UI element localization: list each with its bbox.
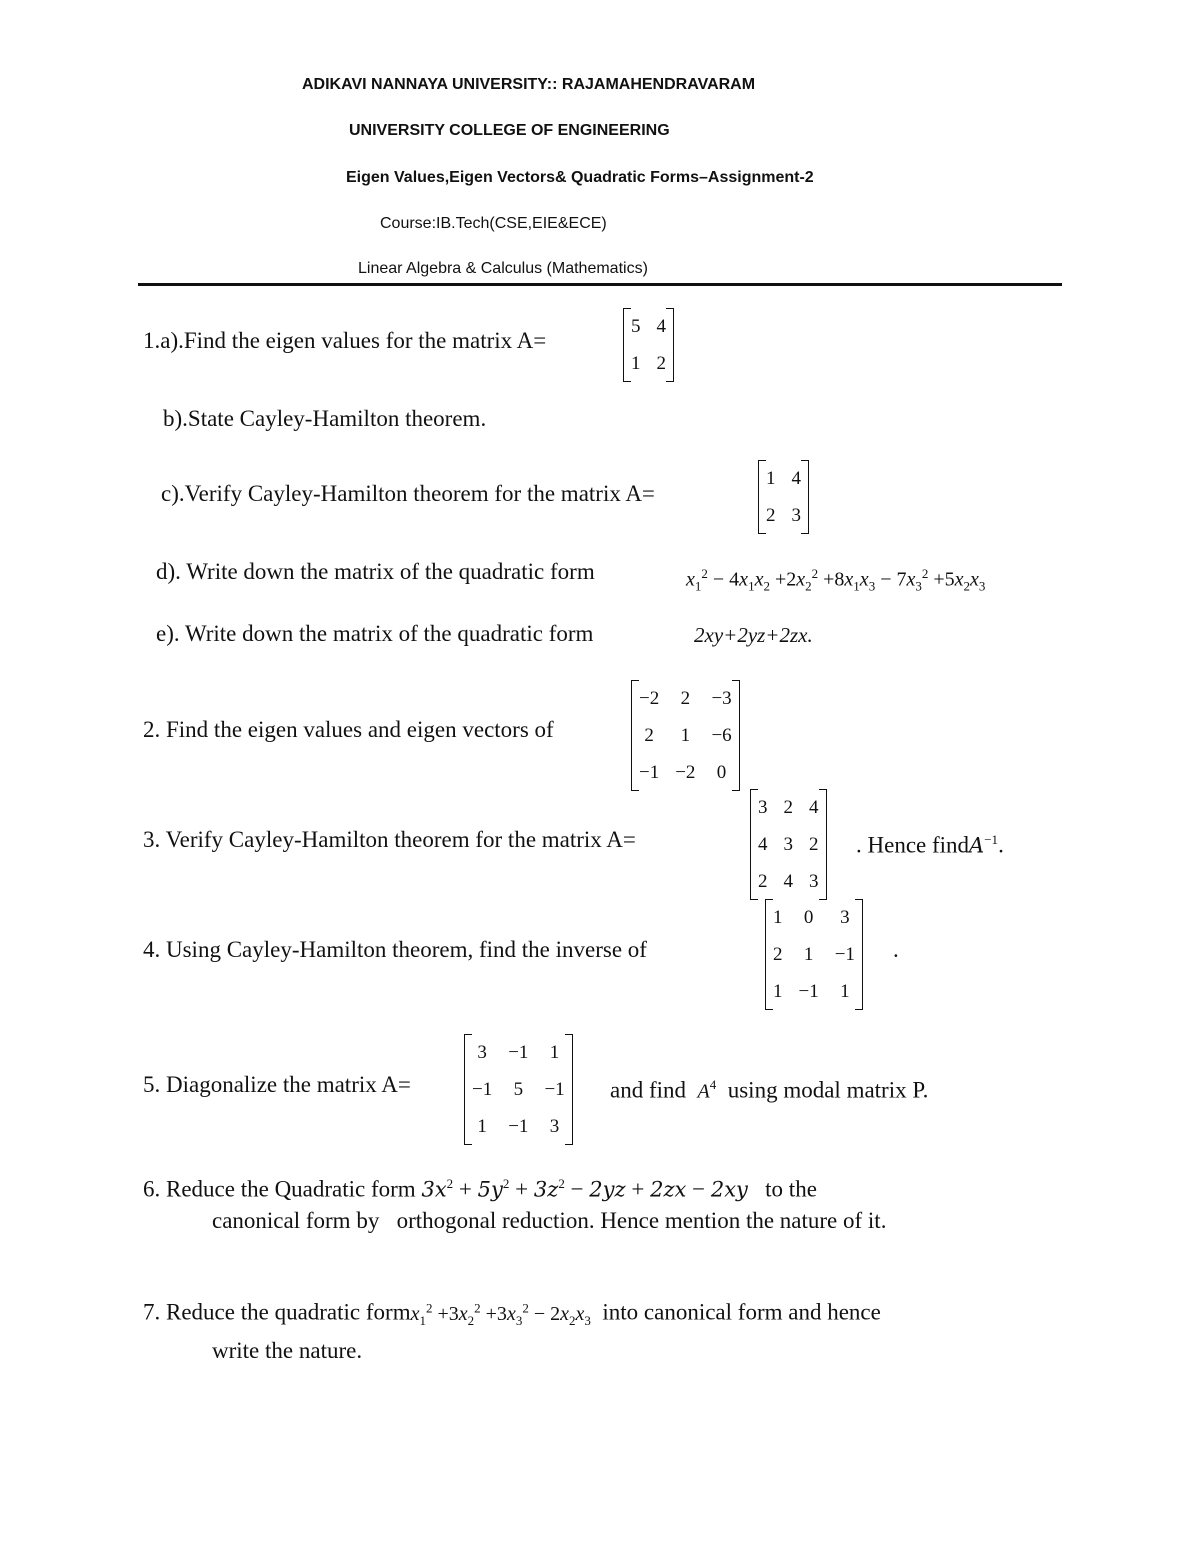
matrix-cell: −2: [639, 687, 660, 709]
matrix-cell: 3: [758, 796, 768, 818]
matrix-row: [631, 717, 740, 754]
matrix-cell: 5: [513, 1078, 524, 1100]
course-line: Course:IB.Tech(CSE,EIE&ECE): [380, 215, 607, 232]
matrix-cell: 1: [840, 980, 850, 1002]
question-7: 7. Reduce the quadratic formx$_1^2$ $+3x_2^2 +3x_3^2 - 2x_2x_3$ into canonical form and hence: [143, 1299, 881, 1328]
matrix-row: [464, 1034, 573, 1071]
quadratic-form-1e: 2xy+2yz+2zx.: [694, 623, 813, 647]
matrix-q1a: [623, 308, 674, 382]
question-3: 3. Verify Cayley-Hamilton theorem for the matrix A=: [143, 827, 636, 852]
matrix-cell: 4: [791, 467, 801, 489]
question-1d: d). Write down the matrix of the quadratic form: [156, 559, 595, 584]
matrix-q3: [750, 789, 827, 900]
matrix-cell: 3: [783, 833, 793, 855]
matrix-row: [750, 863, 827, 900]
matrix-cell: 3: [791, 504, 801, 526]
matrix-cell: −1: [639, 761, 660, 783]
matrix-cell: 4: [809, 796, 819, 818]
matrix-cell: 2: [680, 687, 691, 709]
matrix-q1c: [758, 460, 809, 534]
matrix-cell: 2: [809, 833, 819, 855]
matrix-row: [765, 936, 863, 973]
question-1c: c).Verify Cayley-Hamilton theorem for the matrix A=: [161, 481, 655, 506]
question-1b: b).State Cayley-Hamilton theorem.: [163, 406, 487, 431]
question-2: 2. Find the eigen values and eigen vectors of: [143, 717, 554, 742]
matrix-cell: 1: [803, 943, 814, 965]
matrix-cell: 0: [803, 906, 814, 928]
college-name: UNIVERSITY COLLEGE OF ENGINEERING: [349, 122, 670, 139]
matrix-cell: 2: [773, 943, 783, 965]
matrix-cell: 2: [783, 796, 793, 818]
matrix-cell: −1: [798, 980, 819, 1002]
matrix-row: [631, 754, 740, 791]
matrix-cell: 4: [783, 870, 793, 892]
question-6: 6. Reduce the Quadratic form $3x^2 + 5y^2 + 3z^2 - 2yz + 2zx - 2xy$ to the: [143, 1176, 817, 1202]
matrix-cell: 2: [644, 724, 654, 746]
matrix-cell: −1: [508, 1041, 529, 1063]
matrix-cell: 1: [773, 980, 783, 1002]
matrix-cell: 4: [656, 315, 666, 337]
matrix-cell: 3: [809, 870, 819, 892]
question-5-tail: and find $A^4$ using modal matrix P.: [610, 1077, 929, 1103]
matrix-cell: 3: [477, 1041, 487, 1063]
question-5: 5. Diagonalize the matrix A=: [143, 1072, 411, 1097]
matrix-cell: −1: [544, 1078, 565, 1100]
matrix-q2: [631, 680, 740, 791]
university-name: ADIKAVI NANNAYA UNIVERSITY:: RAJAMAHENDRAVARAM: [302, 76, 756, 93]
matrix-cell: 1: [477, 1115, 487, 1137]
matrix-row: [765, 899, 863, 936]
matrix-cell: −2: [675, 761, 696, 783]
matrix-cell: −6: [711, 724, 732, 746]
matrix-row: [765, 973, 863, 1010]
question-1a: 1.a).Find the eigen values for the matrix A=: [143, 328, 547, 353]
matrix-row: [631, 680, 740, 717]
question-4-suffix: .: [893, 937, 899, 962]
matrix-cell: 4: [758, 833, 768, 855]
header-divider: [138, 283, 1062, 286]
matrix-cell: 1: [549, 1041, 560, 1063]
subject-line: Linear Algebra & Calculus (Mathematics): [358, 260, 648, 277]
matrix-row: [750, 826, 827, 863]
question-4: 4. Using Cayley-Hamilton theorem, find the inverse of: [143, 937, 647, 962]
matrix-cell: −1: [508, 1115, 529, 1137]
matrix-cell: −3: [711, 687, 732, 709]
question-6-line2: canonical form by orthogonal reduction. Hence mention the nature of it.: [212, 1208, 887, 1233]
quadratic-form-1d: $x_1^2 - 4x_1x_2 +2x_2^2 +8x_1x_3 - 7x_3^2 +5x_2x_3$: [686, 566, 986, 594]
question-7-line2: write the nature.: [212, 1338, 363, 1363]
matrix-q5: [464, 1034, 573, 1145]
matrix-q4: [765, 899, 863, 1010]
matrix-cell: 2: [766, 504, 776, 526]
matrix-cell: 2: [656, 352, 666, 374]
matrix-cell: 0: [716, 761, 727, 783]
matrix-cell: 3: [840, 906, 850, 928]
matrix-row: [464, 1071, 573, 1108]
matrix-cell: 1: [766, 467, 776, 489]
matrix-cell: −1: [834, 943, 855, 965]
matrix-cell: 5: [631, 315, 641, 337]
question-1e: e). Write down the matrix of the quadratic form: [156, 621, 594, 646]
matrix-cell: 1: [773, 906, 783, 928]
matrix-row: [750, 789, 827, 826]
question-3-suffix: . Hence findA$^{-1}$.: [856, 832, 1004, 858]
matrix-cell: −1: [472, 1078, 493, 1100]
matrix-cell: 3: [549, 1115, 560, 1137]
assignment-title: Eigen Values,Eigen Vectors& Quadratic Forms–Assignment-2: [346, 169, 814, 186]
matrix-row: [464, 1108, 573, 1145]
matrix-cell: 1: [680, 724, 691, 746]
matrix-cell: 1: [631, 352, 641, 374]
matrix-cell: 2: [758, 870, 768, 892]
